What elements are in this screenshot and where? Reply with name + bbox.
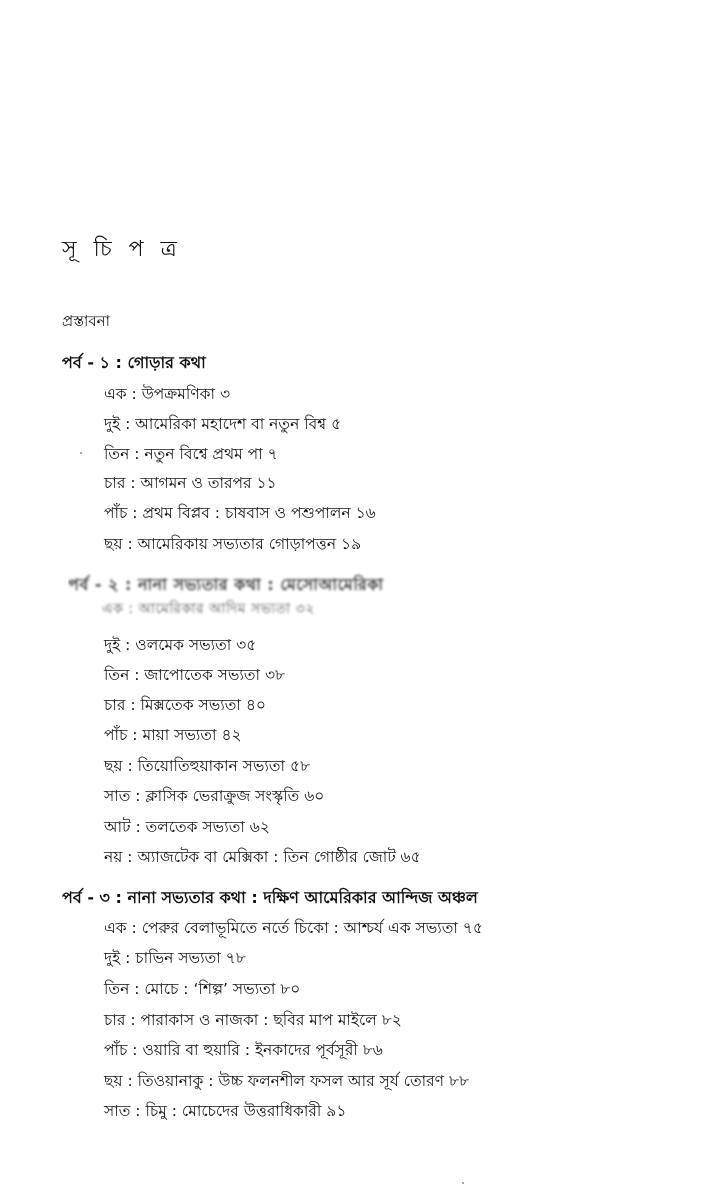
part-1-entry-1: এক : উপক্রমণিকা ৩ bbox=[104, 385, 231, 403]
part-1-entry-5: পাঁচ : প্রথম বিপ্লব : চাষবাস ও পশুপালন ১৬ bbox=[104, 504, 376, 522]
part-3-entry-2: দুই : চাভিন সভ্যতা ৭৮ bbox=[104, 949, 246, 967]
print-speck bbox=[462, 1182, 464, 1184]
part-2-entry-7: সাত : ক্লাসিক ভেরাক্রুজ সংস্কৃতি ৬০ bbox=[104, 787, 325, 805]
part-3-entry-1: এক : পেরুর বেলাভূমিতে নর্তে চিকো : আশ্চর্য এক সভ্যতা ৭৫ bbox=[104, 919, 483, 937]
part-1-entry-2: দুই : আমেরিকা মহাদেশ বা নতুন বিশ্ব ৫ bbox=[104, 415, 342, 433]
part-2-entry-9: নয় : অ্যাজটেক বা মেক্সিকা : তিন গোষ্ঠীর জোট ৬৫ bbox=[104, 848, 421, 866]
smudged-print-region bbox=[68, 571, 488, 619]
part-3-heading: পর্ব - ৩ : নানা সভ্যতার কথা : দক্ষিণ আমেরিকার আন্দিজ অঞ্চল bbox=[62, 888, 478, 907]
print-speck bbox=[80, 452, 82, 454]
part-2-entry-5: পাঁচ : মায়া সভ্যতা ৪২ bbox=[104, 726, 242, 744]
toc-title: সূ চি প ত্র bbox=[62, 237, 182, 262]
part-2-heading: পর্ব - ২ : নানা সভ্যতার কথা : মেসোআমেরিকা bbox=[68, 575, 384, 594]
part-3-entry-6: ছয় : তিওয়ানাকু : উচ্চ ফলনশীল ফসল আর সূর্য তোরণ ৮৮ bbox=[104, 1072, 470, 1090]
preface-entry: প্রস্তাবনা bbox=[62, 312, 110, 330]
part-1-heading: পর্ব - ১ : গোড়ার কথা bbox=[62, 353, 206, 372]
part-2-entry-6: ছয় : তিয়োতিহুয়াকান সভ্যতা ৫৮ bbox=[104, 757, 311, 775]
part-2-entry-4: চার : মিক্সতেক সভ্যতা ৪০ bbox=[104, 696, 266, 714]
part-1-entry-4: চার : আগমন ও তারপর ১১ bbox=[104, 474, 277, 492]
part-2-entry-1: এক : আমেরিকার আদিম সভ্যতা ৩২ bbox=[102, 601, 315, 617]
part-2-entry-8: আট : তলতেক সভ্যতা ৬২ bbox=[104, 818, 270, 836]
part-2-entry-2: দুই : ওলমেক সভ্যতা ৩৫ bbox=[104, 636, 257, 654]
part-3-entry-7: সাত : চিমু : মোচেদের উত্তরাধিকারী ৯১ bbox=[104, 1102, 347, 1120]
part-1-entry-3: তিন : নতুন বিশ্বে প্রথম পা ৭ bbox=[104, 445, 278, 463]
part-3-entry-3: তিন : মোচে : ‘শিল্প’ সভ্যতা ৮০ bbox=[104, 980, 301, 998]
part-3-entry-5: পাঁচ : ওয়ারি বা হুয়ারি : ইনকাদের পূর্বসূরী ৮৬ bbox=[104, 1041, 383, 1059]
part-3-entry-4: চার : পারাকাস ও নাজকা : ছবির মাপ মাইলে ৮২ bbox=[104, 1011, 402, 1029]
part-1-entry-6: ছয় : আমেরিকায় সভ্যতার গোড়াপত্তন ১৯ bbox=[104, 535, 362, 553]
part-2-entry-3: তিন : জাপোতেক সভ্যতা ৩৮ bbox=[104, 666, 286, 684]
